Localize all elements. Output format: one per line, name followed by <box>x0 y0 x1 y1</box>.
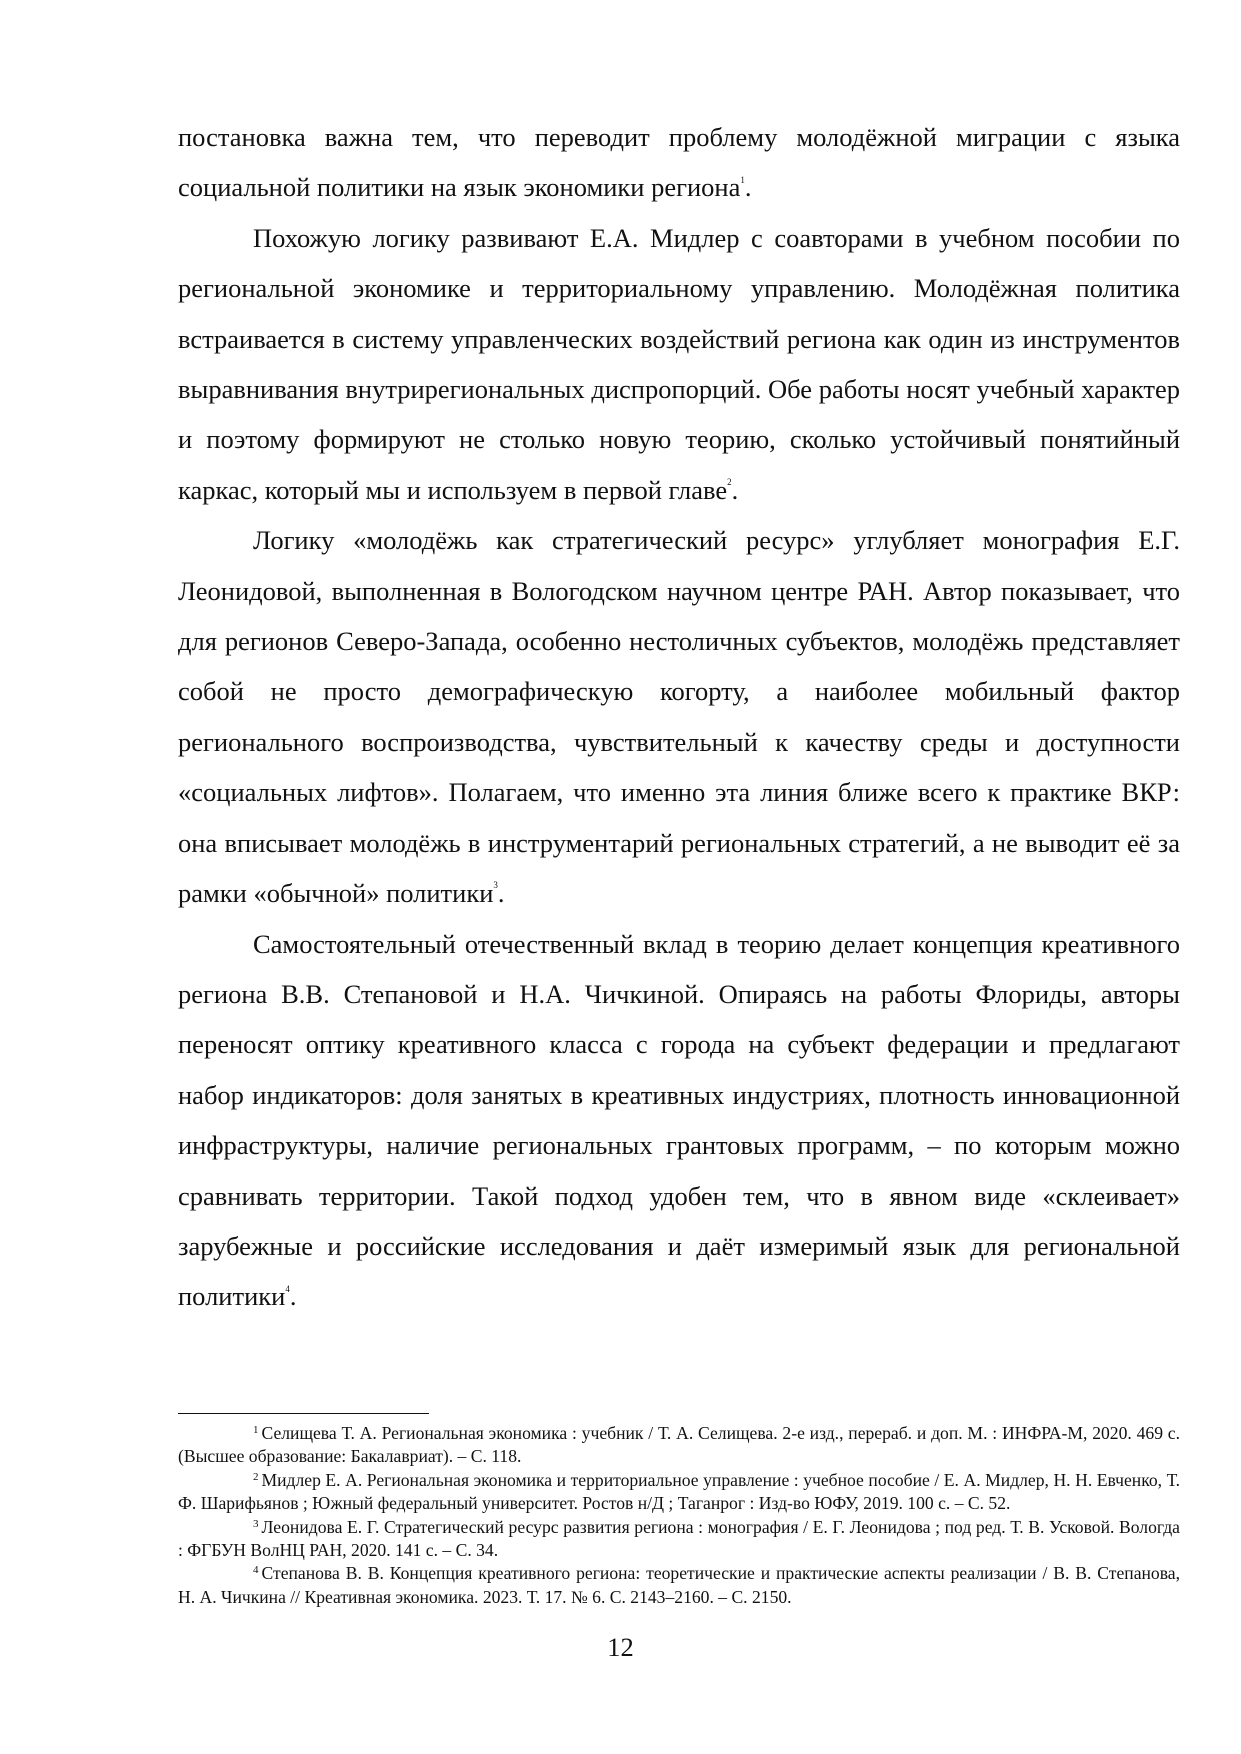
footnote-text: Степанова В. В. Концепция креативного региона: теоретические и практические аспекты реализации / В. В. Степанова, Н. А. Чичкина // Креативная экономика. 2023. Т. 17. № 6. С. 2143–2160. – С. 2150. <box>178 1563 1180 1607</box>
footnote-number: 1 <box>253 1424 259 1436</box>
footnote-text: Селищева Т. А. Региональная экономика : учебник / Т. А. Селищева. 2-е изд., перераб. и доп. М. : ИНФРА-М, 2020. 469 с. (Высшее образование: Бакалавриат). – С. 118. <box>178 1423 1180 1467</box>
paragraph-end: . <box>497 878 505 909</box>
paragraph-text: Самостоятельный отечественный вклад в теорию делает концепция креативного региона В.В. Степановой и Н.А. Чичкиной. Опираясь на работы Флориды, авторы переносят оптику креативного класса с города на субъект федерации и предлагают набор индикаторов: доля занятых в креативных индустриях, плотность инновационной инфраструктуры, наличие региональных грантовых программ, – по которым можно сравнивать территории. Такой подход удобен тем, что в явном виде «склеивает» зарубежные и российские исследования и даёт измеримый язык для региональной политики <box>178 928 1180 1312</box>
footnotes-section <box>178 1413 1180 1609</box>
footnote <box>178 1469 1180 1516</box>
paragraph-text: Похожую логику развивают Е.А. Мидлер с соавторами в учебном пособии по региональной экономике и территориальному управлению. Молодёжная политика встраивается в систему управленческих воздействий региона как один из инструментов выравнивания внутрирегиональных диспропорций. Обе работы носят учебный характер и поэтому формируют не столько новую теорию, сколько устойчивый понятийный каркас, который мы и используем в первой главе <box>178 222 1180 505</box>
paragraph-text: Логику «молодёжь как стратегический ресурс» углубляет монография Е.Г. Леонидовой, выполненная в Вологодском научном центре РАН. Автор показывает, что для регионов Северо-Запада, особенно нестоличных субъектов, молодёжь представляет собой не просто демографическую когорту, а наиболее мобильный фактор регионального воспроизводства, чувствительный к качеству среды и доступности «социальных лифтов». Полагаем, что именно эта линия ближе всего к практике ВКР: она вписывает молодёжь в инструментарий региональных стратегий, а не выводит её за рамки «обычной» политики <box>178 525 1180 909</box>
paragraph-end: . <box>744 172 752 203</box>
paragraph <box>178 515 1180 918</box>
footnote-number: 2 <box>253 1470 259 1483</box>
footnote-reference[interactable]: 4 <box>285 1283 290 1294</box>
footnote-reference[interactable]: 3 <box>493 880 498 891</box>
footnote-number: 3 <box>253 1517 259 1530</box>
footnote-text: Мидлер Е. А. Региональная экономика и территориальное управление : учебное пособие / Е. А. Мидлер, Н. Н. Евченко, Т. Ф. Шарифьянов ; Южный федеральный университет. Ростов н/Д ; Таганрог : Изд-во ЮФУ, 2019. 100 с. – С. 52. <box>178 1469 1180 1514</box>
footnote-reference[interactable]: 2 <box>727 477 732 488</box>
paragraph-text: постановка важна тем, что переводит проблему молодёжной миграции с языка социальной политики на язык экономики региона <box>178 122 1180 203</box>
paragraph <box>178 919 1180 1322</box>
page-number: 12 <box>607 1632 634 1662</box>
paragraph-end: . <box>289 1281 297 1312</box>
footnote-separator <box>178 1413 429 1414</box>
document-body <box>178 112 1180 1322</box>
footnote <box>178 1422 1180 1469</box>
paragraph <box>178 213 1180 515</box>
footnote-number: 4 <box>253 1564 259 1577</box>
paragraph-end: . <box>731 474 739 505</box>
footnote <box>178 1562 1180 1609</box>
footnote-reference[interactable]: 1 <box>740 174 745 185</box>
footnote-text: Леонидова Е. Г. Стратегический ресурс развития региона : монография / Е. Г. Леонидова ; под ред. Т. В. Усковой. Вологда : ФГБУН ВолНЦ РАН, 2020. 141 с. – С. 34. <box>178 1516 1180 1561</box>
footnote <box>178 1516 1180 1563</box>
paragraph <box>178 112 1180 213</box>
